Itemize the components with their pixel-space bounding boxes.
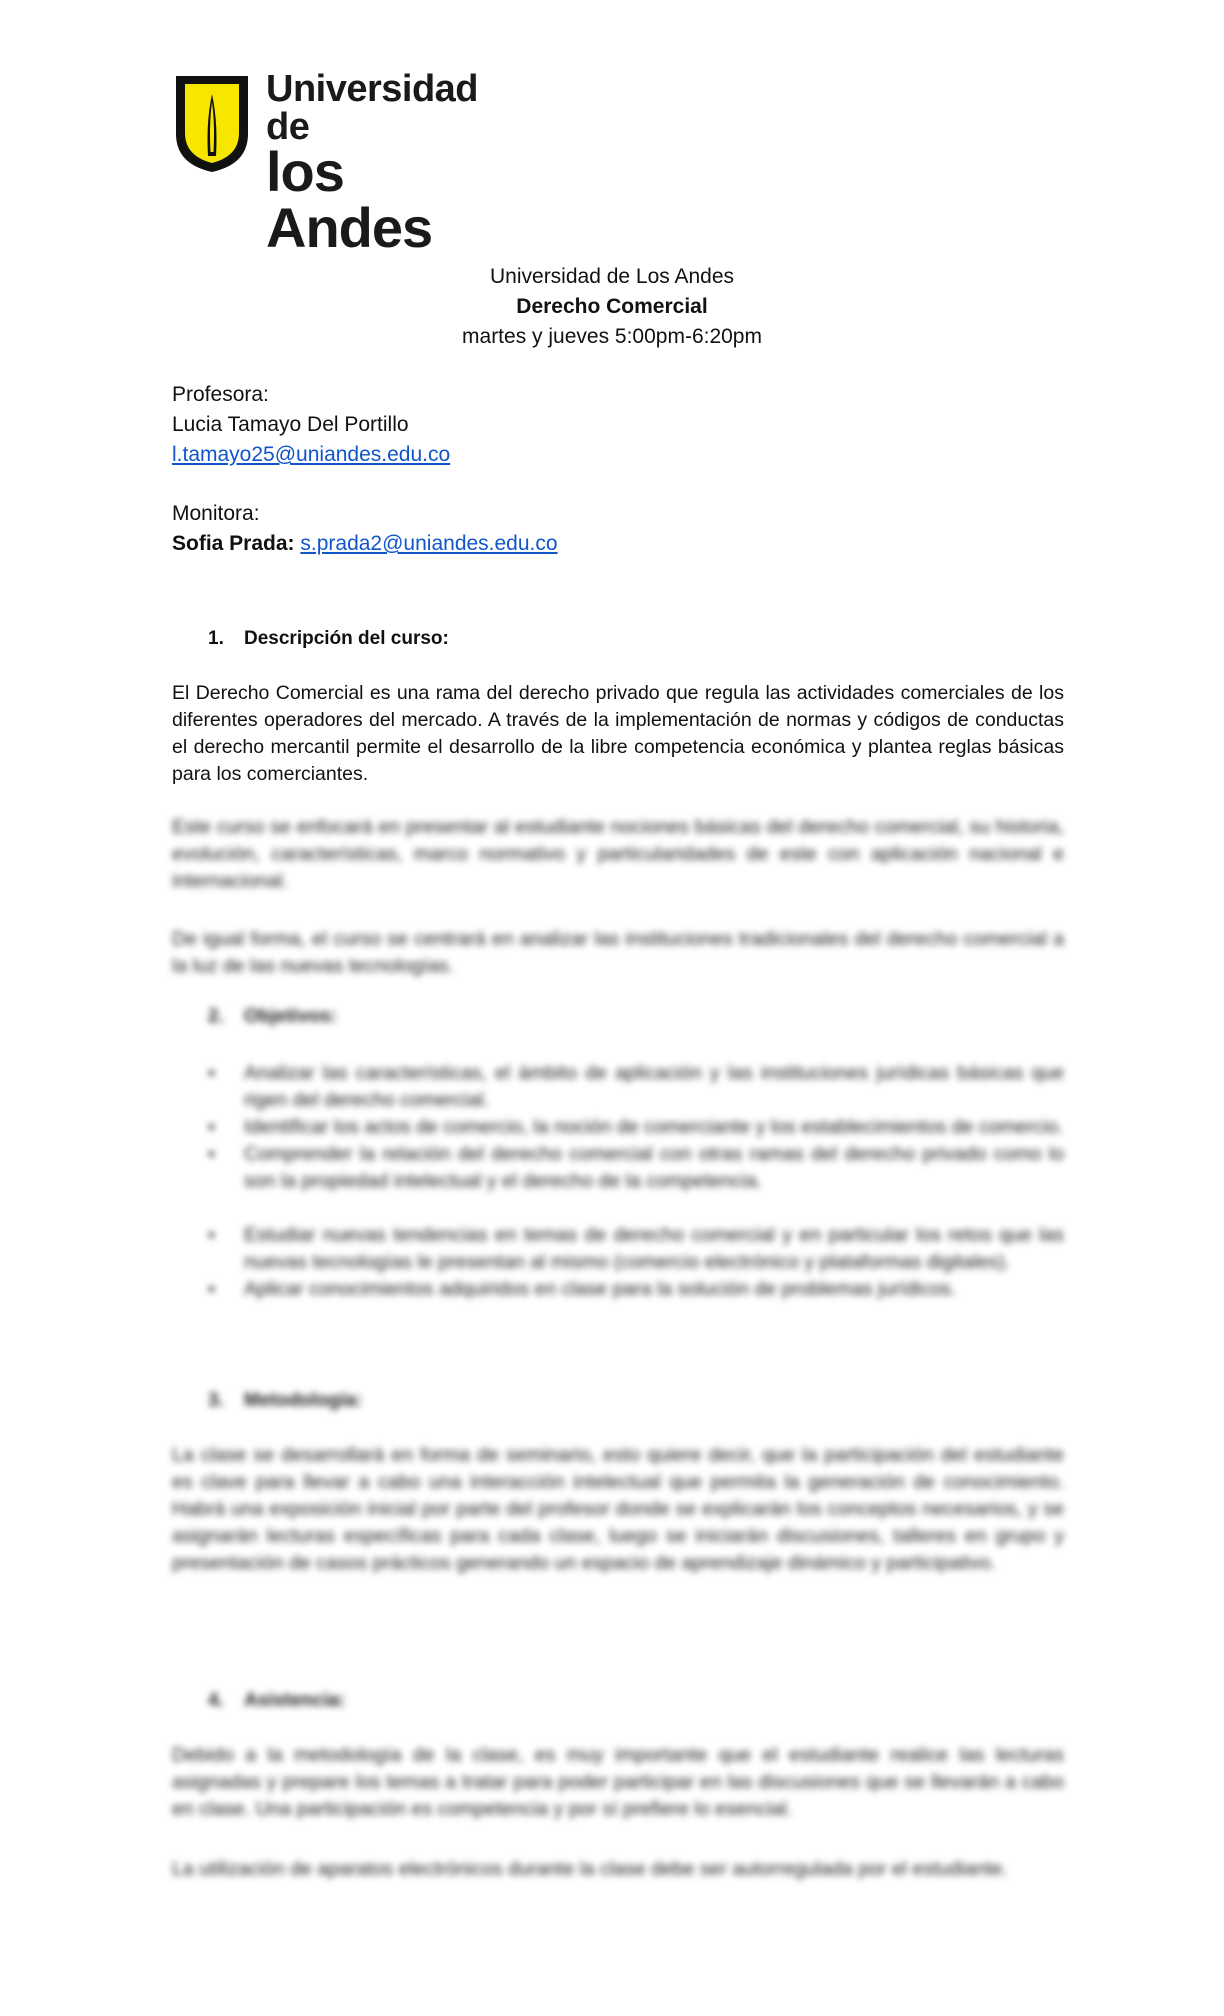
section-2-title: Objetivos: bbox=[244, 1006, 337, 1027]
objective-item: ▪ Estudiar nuevas tendencias en temas de derecho comercial y en particular los retos que las nuevas tecnologías le presentan al mismo (comercio electrónico y plataformas digitales). bbox=[208, 1222, 1064, 1276]
objective-item: ▪ Comprender la relación del derecho comercial con otras ramas del derecho privado como lo son la propiedad intelectual y el derecho de la competencia. bbox=[208, 1141, 1064, 1195]
section-2-heading bbox=[208, 1006, 337, 1028]
professor-block bbox=[172, 380, 450, 470]
objective-item: ▪ Aplicar conocimientos adquiridos en clase para la solución de problemas jurídicos. bbox=[208, 1276, 1064, 1303]
section-4-number: 4. bbox=[208, 1690, 224, 1711]
attendance-text-1: Debido a la metodología de la clase, es muy importante que el estudiante realice las lecturas asignadas y prepare los temas a tratar para poder participar en las discusiones que se llevarán a cabo en clase. Una participación es competencia y por sí prefiere lo esencial. bbox=[172, 1744, 1064, 1820]
description-text-2: Este curso se enfocará en presentar al estudiante nociones básicas del derecho comercial, su historia, evolución, características, marco normativo y particularidades de este con aplicación nacional e internacional. bbox=[172, 816, 1064, 892]
section-1-heading bbox=[208, 628, 449, 650]
description-paragraph-1 bbox=[172, 680, 1064, 784]
section-4-heading bbox=[208, 1690, 345, 1712]
methodology-text: La clase se desarrollará en forma de seminario, esto quiere decir, que la participación del estudiante es clave para llevar a cabo una interacción intelectual que permita la generación de conocimiento. Habrá una exposición inicial por parte del profesor donde se explicarán los conceptos necesarios, y se asignarán lecturas específicas para cada clase, luego se iniciarán discusiones, talleres en grupo y presentación de casos prácticos generando un espacio de aprendizaje dinámico y participativo. bbox=[172, 1444, 1064, 1574]
logo-line-2: los Andes bbox=[266, 140, 433, 259]
university-name: Universidad de Los Andes bbox=[490, 265, 734, 288]
monitor-name: Sofia Prada: bbox=[172, 532, 295, 555]
course-schedule: martes y jueves 5:00pm-6:20pm bbox=[462, 325, 762, 348]
logo-line-1: Universidad de bbox=[266, 68, 479, 148]
objectives-list bbox=[208, 1060, 1064, 1303]
attendance-paragraph-2 bbox=[172, 1856, 1064, 1883]
objective-item: ▪ Analizar las características, el ámbito de aplicación y las instituciones jurídicas básicas que rigen del derecho comercial. bbox=[208, 1060, 1064, 1114]
monitor-block bbox=[172, 499, 558, 559]
description-paragraph-2 bbox=[172, 814, 1064, 895]
section-1-number: 1. bbox=[208, 628, 224, 649]
description-text-3: De igual forma, el curso se centrará en analizar las instituciones tradicionales del derecho comercial a la luz de las nuevas tecnologías. bbox=[172, 928, 1064, 977]
section-3-title: Metodología: bbox=[244, 1390, 363, 1411]
description-paragraph-3 bbox=[172, 926, 1064, 980]
university-logo bbox=[172, 68, 512, 259]
course-title: Derecho Comercial bbox=[516, 295, 708, 318]
section-3-heading bbox=[208, 1390, 362, 1412]
description-text-1: El Derecho Comercial es una rama del derecho privado que regula las actividades comerciales de los diferentes operadores del mercado. A través de la implementación de normas y códigos de conductas el derecho mercantil permite el desarrollo de la libre competencia económica y plantea reglas básicas para los comerciantes. bbox=[172, 682, 1064, 784]
monitor-email-link[interactable]: s.prada2@uniandes.edu.co bbox=[300, 532, 558, 555]
logo-wordmark bbox=[266, 68, 512, 259]
section-4-title: Asistencia: bbox=[244, 1690, 346, 1711]
professor-name: Lucia Tamayo Del Portillo bbox=[172, 413, 409, 436]
professor-label: Profesora: bbox=[172, 383, 269, 406]
attendance-text-2: La utilización de aparatos electrónicos durante la clase debe ser autorregulada por el estudiante. bbox=[172, 1858, 1008, 1880]
monitor-label: Monitora: bbox=[172, 502, 260, 525]
objective-item: ▪ Identificar los actos de comercio, la noción de comerciante y los establecimientos de comercio. bbox=[208, 1114, 1064, 1141]
attendance-paragraph-1 bbox=[172, 1742, 1064, 1823]
shield-logo-icon bbox=[172, 72, 252, 176]
section-1-title: Descripción del curso: bbox=[244, 628, 449, 649]
section-2-number: 2. bbox=[208, 1006, 224, 1027]
course-header bbox=[0, 262, 1224, 352]
section-3-number: 3. bbox=[208, 1390, 224, 1411]
methodology-paragraph bbox=[172, 1442, 1064, 1577]
professor-email-link[interactable]: l.tamayo25@uniandes.edu.co bbox=[172, 443, 451, 466]
